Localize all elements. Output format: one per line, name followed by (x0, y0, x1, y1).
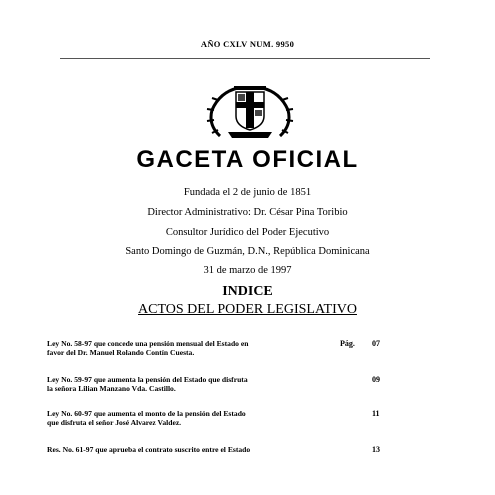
index-entry[interactable]: Res. No. 61-97 que aprueba el contrato suscrito entre el Estado (47, 445, 251, 454)
gazette-title: GACETA OFICIAL (136, 146, 359, 173)
coat-of-arms-icon (200, 80, 300, 142)
page-column-label: Pág. (340, 339, 355, 348)
section-heading: ACTOS DEL PODER LEGISLATIVO (138, 302, 357, 317)
entry-page-number: 13 (372, 445, 380, 454)
entry-page-number: 09 (372, 375, 380, 384)
founded-date: Fundada el 2 de junio de 1851 (183, 187, 312, 198)
header-divider (60, 58, 430, 59)
index-entry[interactable]: Ley No. 60-97 que aumenta el monto de la pensión del Estado que disfruta el señor José Alvarez Valdez. (47, 409, 246, 427)
director-line: Director Administrativo: Dr. César Pina Toribio (147, 207, 348, 218)
index-entry[interactable]: Ley No. 58-97 que concede una pensión mensual del Estado en favor del Dr. Manuel Rolando Contín Cuesta. (47, 339, 249, 357)
entry-page-number: 11 (372, 409, 380, 418)
issue-date: 31 de marzo de 1997 (203, 265, 292, 276)
index-entry[interactable]: Ley No. 59-97 que aumenta la pensión del Estado que disfruta la señora Lilian Manzano Vda. Castillo. (47, 375, 248, 393)
place-line: Santo Domingo de Guzmán, D.N., República Dominicana (125, 246, 370, 257)
consultor-line: Consultor Jurídico del Poder Ejecutivo (165, 227, 330, 238)
issue-number: AÑO CXLV NUM. 9950 (200, 39, 295, 49)
index-heading: INDICE (222, 284, 273, 299)
entry-page-number: 07 (372, 339, 380, 348)
